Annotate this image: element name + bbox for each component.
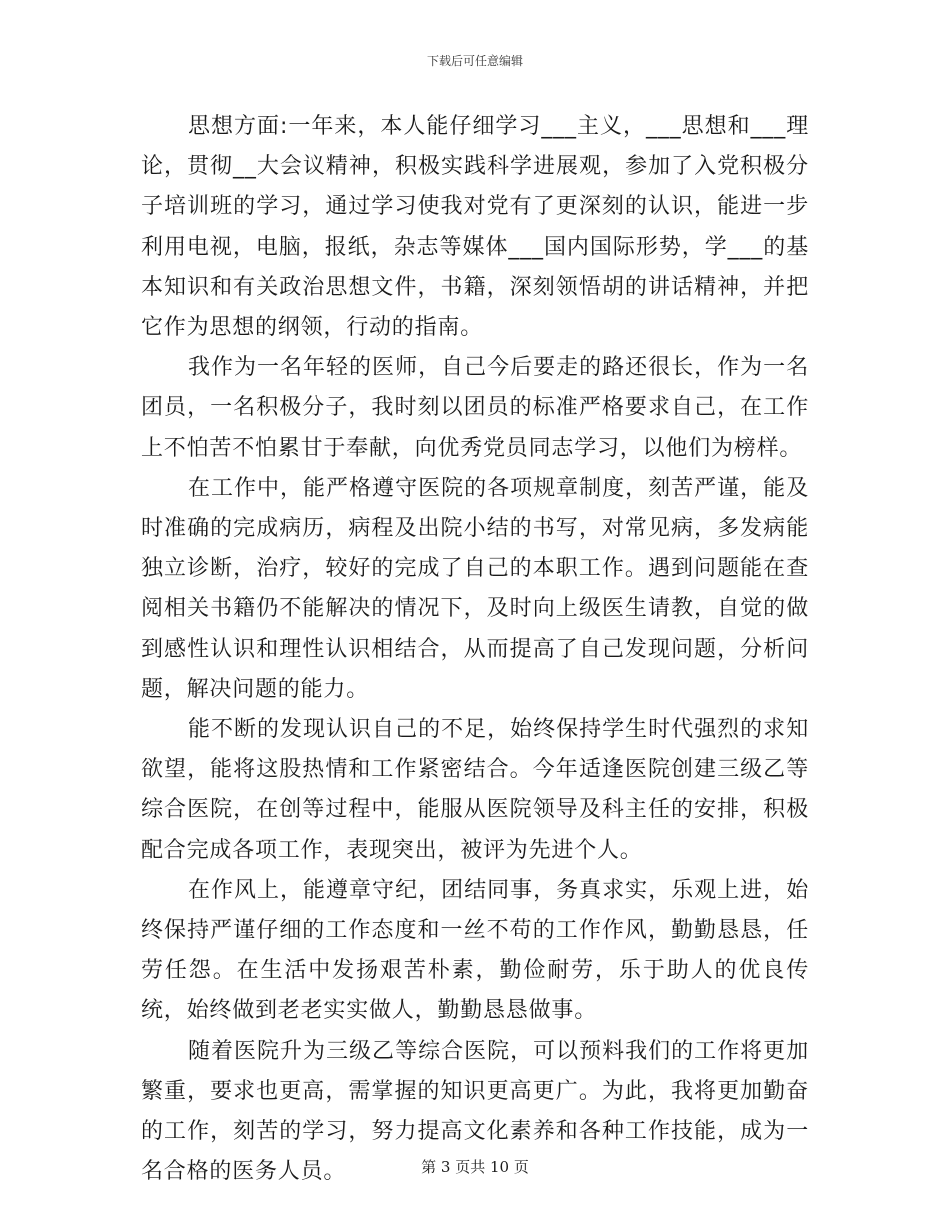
paragraph-ideology: 思想方面:一年来，本人能仔细学习___主义，___思想和___理论，贯彻__大会议精神，积极实践科学进展观，参加了入党积极分子培训班的学习，通过学习使我对党有了更深刻的认识，能进一步利用电视，电脑，报纸，杂志等媒体___国内国际形势，学___的基本知识和有关政治思想文件，书籍，深刻领悟胡的讲话精神，并把它作为思想的纲领，行动的指南。 — [141, 114, 809, 341]
paragraph-self-improvement: 能不断的发现认识自己的不足，始终保持学生时代强烈的求知欲望，能将这股热情和工作紧密结合。今年适逢医院创建三级乙等综合医院，在创等过程中，能服从医院领导及科主任的安排，积极配合完成各项工作，表现突出，被评为先进个人。 — [141, 717, 809, 863]
document-body — [141, 107, 809, 1192]
paragraph-conduct: 在作风上，能遵章守纪，团结同事，务真求实，乐观上进，始终保持严谨仔细的工作态度和一丝不苟的工作作风，勤勤恳恳，任劳任怨。在生活中发扬艰苦朴素，勤俭耐劳，乐于助人的优良传统，始终做到老老实实做人，勤勤恳恳做事。 — [141, 877, 809, 1024]
paragraph-work: 在工作中，能严格遵守医院的各项规章制度，刻苦严谨，能及时准确的完成病历，病程及出院小结的书写，对常见病，多发病能独立诊断，治疗，较好的完成了自己的本职工作。遇到问题能在查阅相关书籍仍不能解决的情况下，及时向上级医生请教，自觉的做到感性认识和理性认识相结合，从而提高了自己发现问题，分析问题，解决问题的能力。 — [141, 475, 809, 702]
paragraph-young-doctor: 我作为一名年轻的医师，自己今后要走的路还很长，作为一名团员，一名积极分子，我时刻以团员的标准严格要求自己，在工作上不怕苦不怕累甘于奉献，向优秀党员同志学习，以他们为榜样。 — [141, 355, 809, 461]
paragraph-outlook: 随着医院升为三级乙等综合医院，可以预料我们的工作将更加繁重，要求也更高，需掌握的知识更高更广。为此，我将更加勤奋的工作，刻苦的学习，努力提高文化素养和各种工作技能，成为一名合格的医务人员。 — [141, 1038, 809, 1185]
header-note: 下载后可任意编辑 — [426, 54, 523, 68]
page-number-footer: 第 3 页共 10 页 — [421, 1158, 529, 1176]
